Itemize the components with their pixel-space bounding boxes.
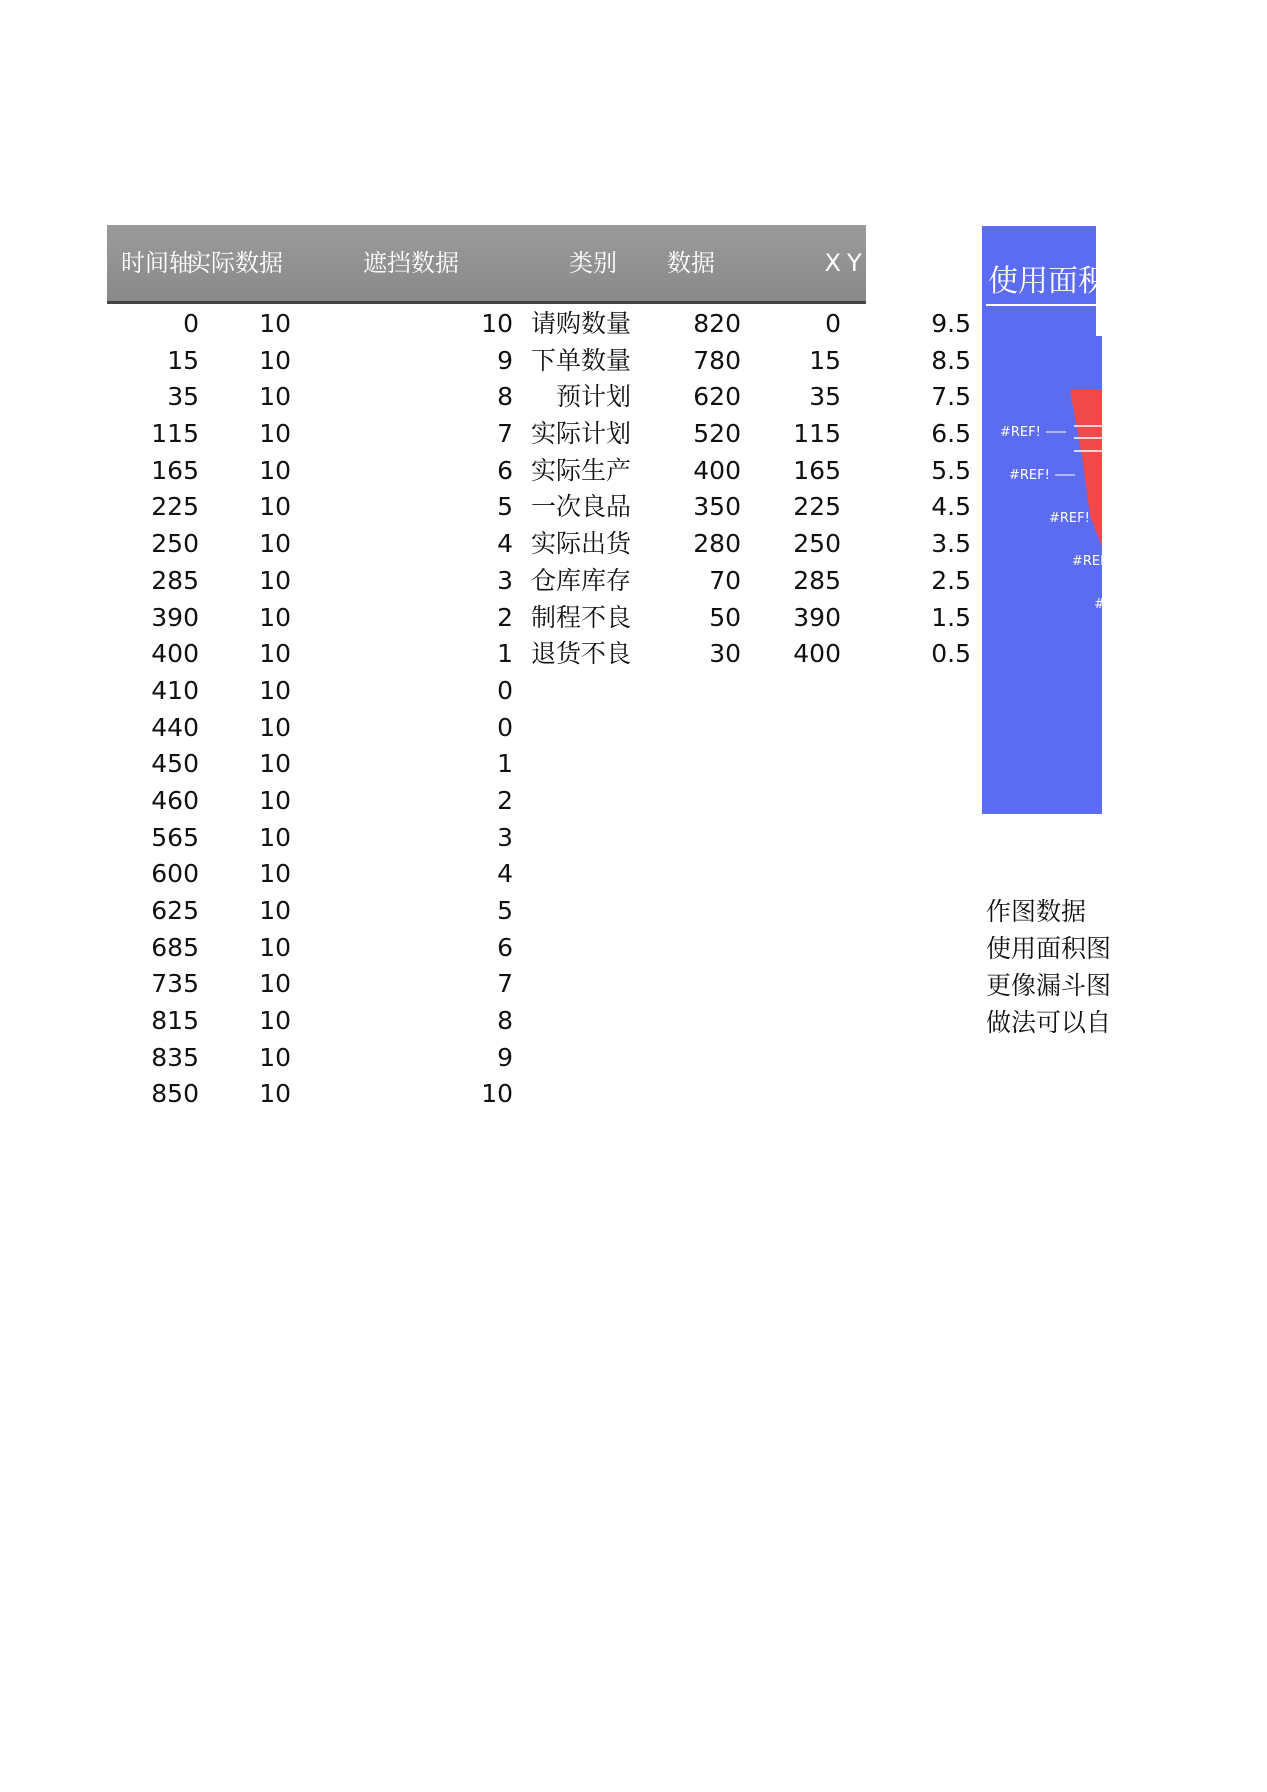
cell-time-axis: 35	[167, 382, 199, 412]
cell-y: 0.5	[931, 639, 971, 669]
cell-actual-data: 10	[259, 639, 291, 669]
cell-x: 250	[793, 529, 841, 559]
cell-x: 400	[793, 639, 841, 669]
table-row	[107, 562, 971, 599]
cell-category: 仓库库存	[530, 565, 631, 595]
chart-plot-area	[982, 336, 1113, 814]
cell-actual-data: 10	[259, 1042, 291, 1072]
header-category: 类别	[569, 249, 617, 277]
cell-mask-data: 8	[497, 1006, 513, 1036]
cell-time-axis: 450	[151, 749, 199, 779]
table-row	[107, 1002, 866, 1039]
table-row	[107, 488, 971, 525]
cell-data: 70	[709, 565, 741, 595]
cell-category: 预计划	[555, 382, 631, 412]
cell-data: 50	[709, 602, 741, 632]
cell-category: 制程不良	[530, 602, 631, 632]
header-mask-data: 遮挡数据	[363, 249, 459, 277]
cell-mask-data: 1	[497, 749, 513, 779]
funnel-area-chart[interactable]	[982, 226, 1138, 816]
cell-actual-data: 10	[259, 345, 291, 375]
cell-data: 350	[693, 492, 741, 522]
cell-y: 6.5	[931, 419, 971, 449]
cell-time-axis: 225	[151, 492, 199, 522]
cell-time-axis: 410	[151, 675, 199, 705]
table-row	[107, 305, 971, 342]
chart-title-underline	[986, 304, 1096, 306]
cell-mask-data: 6	[497, 932, 513, 962]
cell-x: 35	[809, 382, 841, 412]
cell-mask-data: 6	[497, 455, 513, 485]
cell-time-axis: 600	[151, 859, 199, 889]
table-row	[107, 1039, 866, 1076]
table-row	[107, 745, 866, 782]
cell-actual-data: 10	[259, 1006, 291, 1036]
cell-mask-data: 2	[497, 602, 513, 632]
cell-time-axis: 250	[151, 529, 199, 559]
cell-actual-data: 10	[259, 529, 291, 559]
cell-data: 620	[693, 382, 741, 412]
table-row	[107, 819, 866, 856]
data-label-fragment: #	[1094, 597, 1105, 612]
cell-y: 9.5	[931, 309, 971, 338]
cell-x: 285	[793, 565, 841, 595]
cell-mask-data: 7	[497, 419, 513, 449]
data-label: #REF!	[1000, 425, 1041, 440]
cell-actual-data: 10	[259, 1079, 291, 1109]
table-row	[107, 892, 866, 929]
cell-mask-data: 3	[497, 565, 513, 595]
cell-actual-data: 10	[259, 565, 291, 595]
note-line: 作图数据	[986, 897, 1087, 926]
cell-y: 1.5	[931, 602, 971, 632]
table-row	[107, 1075, 866, 1112]
cell-mask-data: 5	[497, 492, 513, 522]
cell-y: 7.5	[931, 382, 971, 412]
cell-mask-data: 0	[497, 712, 513, 742]
cell-time-axis: 15	[167, 345, 199, 375]
cell-time-axis: 400	[151, 639, 199, 669]
cell-time-axis: 285	[151, 565, 199, 595]
cell-mask-data: 5	[497, 896, 513, 925]
cell-category: 退货不良	[530, 639, 631, 669]
cell-time-axis: 835	[151, 1042, 199, 1072]
cell-mask-data: 10	[481, 1079, 513, 1109]
cell-time-axis: 625	[151, 896, 199, 925]
notes-block	[986, 893, 1112, 1041]
table-row	[107, 599, 971, 636]
cell-category: 实际生产	[530, 455, 631, 485]
table-body	[107, 305, 971, 1112]
cell-mask-data: 4	[497, 529, 513, 559]
cell-time-axis: 165	[151, 455, 199, 485]
table-row	[107, 452, 971, 489]
cell-y: 3.5	[931, 529, 971, 559]
cell-actual-data: 10	[259, 602, 291, 632]
cell-data: 280	[693, 529, 741, 559]
cell-actual-data: 10	[259, 969, 291, 999]
cell-time-axis: 565	[151, 822, 199, 852]
cell-mask-data: 7	[497, 969, 513, 999]
cell-mask-data: 8	[497, 382, 513, 412]
header-time-axis: 时间轴	[121, 249, 193, 277]
cell-time-axis: 390	[151, 602, 199, 632]
table-row	[107, 415, 971, 452]
cell-time-axis: 815	[151, 1006, 199, 1036]
cell-actual-data: 10	[259, 749, 291, 779]
cell-actual-data: 10	[259, 455, 291, 485]
cell-time-axis: 440	[151, 712, 199, 742]
cell-x: 390	[793, 602, 841, 632]
cell-x: 165	[793, 455, 841, 485]
cell-y: 2.5	[931, 565, 971, 595]
table-row	[107, 378, 971, 415]
cell-time-axis: 460	[151, 785, 199, 815]
note-line: 做法可以自	[986, 1008, 1112, 1037]
cell-data: 520	[693, 419, 741, 449]
cell-mask-data: 0	[497, 675, 513, 705]
cell-category: 下单数量	[530, 345, 631, 375]
cell-category: 一次良品	[530, 492, 631, 522]
chart-title: 使用面积图	[988, 264, 1138, 299]
data-label: #REF!	[1009, 468, 1050, 483]
cell-x: 115	[793, 419, 841, 449]
cell-x: 15	[809, 345, 841, 375]
cell-actual-data: 10	[259, 309, 291, 338]
table-row	[107, 965, 866, 1002]
table-row	[107, 635, 971, 672]
cell-x: 0	[825, 309, 841, 338]
cell-y: 8.5	[931, 345, 971, 375]
cell-actual-data: 10	[259, 382, 291, 412]
table-row	[107, 855, 866, 892]
cell-mask-data: 4	[497, 859, 513, 889]
cell-time-axis: 850	[151, 1079, 199, 1109]
cell-data: 780	[693, 345, 741, 375]
cell-actual-data: 10	[259, 932, 291, 962]
cell-actual-data: 10	[259, 492, 291, 522]
cell-mask-data: 9	[497, 1042, 513, 1072]
cell-category: 实际计划	[530, 419, 631, 449]
cell-mask-data: 10	[481, 309, 513, 338]
cell-y: 4.5	[931, 492, 971, 522]
cell-x: 225	[793, 492, 841, 522]
note-line: 使用面积图	[986, 934, 1112, 963]
data-label: #REF!	[1072, 554, 1113, 569]
cell-mask-data: 9	[497, 345, 513, 375]
header-actual-data: 实际数据	[187, 249, 283, 277]
chart-svg	[982, 336, 1113, 814]
cell-actual-data: 10	[259, 822, 291, 852]
header-data: 数据	[667, 249, 715, 277]
data-label: #REF!	[1049, 511, 1090, 526]
cell-data: 30	[709, 639, 741, 669]
cell-actual-data: 10	[259, 712, 291, 742]
cell-category: 实际出货	[530, 529, 631, 559]
table-row	[107, 782, 866, 819]
cell-mask-data: 1	[497, 639, 513, 669]
cell-data: 820	[693, 309, 741, 338]
note-line: 更像漏斗图	[986, 971, 1112, 1000]
cell-time-axis: 115	[151, 419, 199, 449]
cell-data: 400	[693, 455, 741, 485]
cell-category: 请购数量	[530, 309, 631, 338]
cell-actual-data: 10	[259, 896, 291, 925]
table-row	[107, 342, 971, 379]
cell-mask-data: 2	[497, 785, 513, 815]
header-y: Y	[847, 249, 862, 277]
table-header	[107, 225, 866, 304]
cell-time-axis: 685	[151, 932, 199, 962]
table-row	[107, 525, 971, 562]
cell-actual-data: 10	[259, 419, 291, 449]
cell-time-axis: 735	[151, 969, 199, 999]
table-row	[107, 709, 866, 746]
cell-actual-data: 10	[259, 785, 291, 815]
cell-mask-data: 3	[497, 822, 513, 852]
cell-actual-data: 10	[259, 675, 291, 705]
table-row	[107, 929, 866, 966]
header-x: X	[824, 249, 841, 277]
cell-actual-data: 10	[259, 859, 291, 889]
cell-time-axis: 0	[183, 309, 199, 338]
cell-y: 5.5	[931, 455, 971, 485]
table-row	[107, 672, 866, 709]
chart-title-area	[982, 226, 1138, 336]
